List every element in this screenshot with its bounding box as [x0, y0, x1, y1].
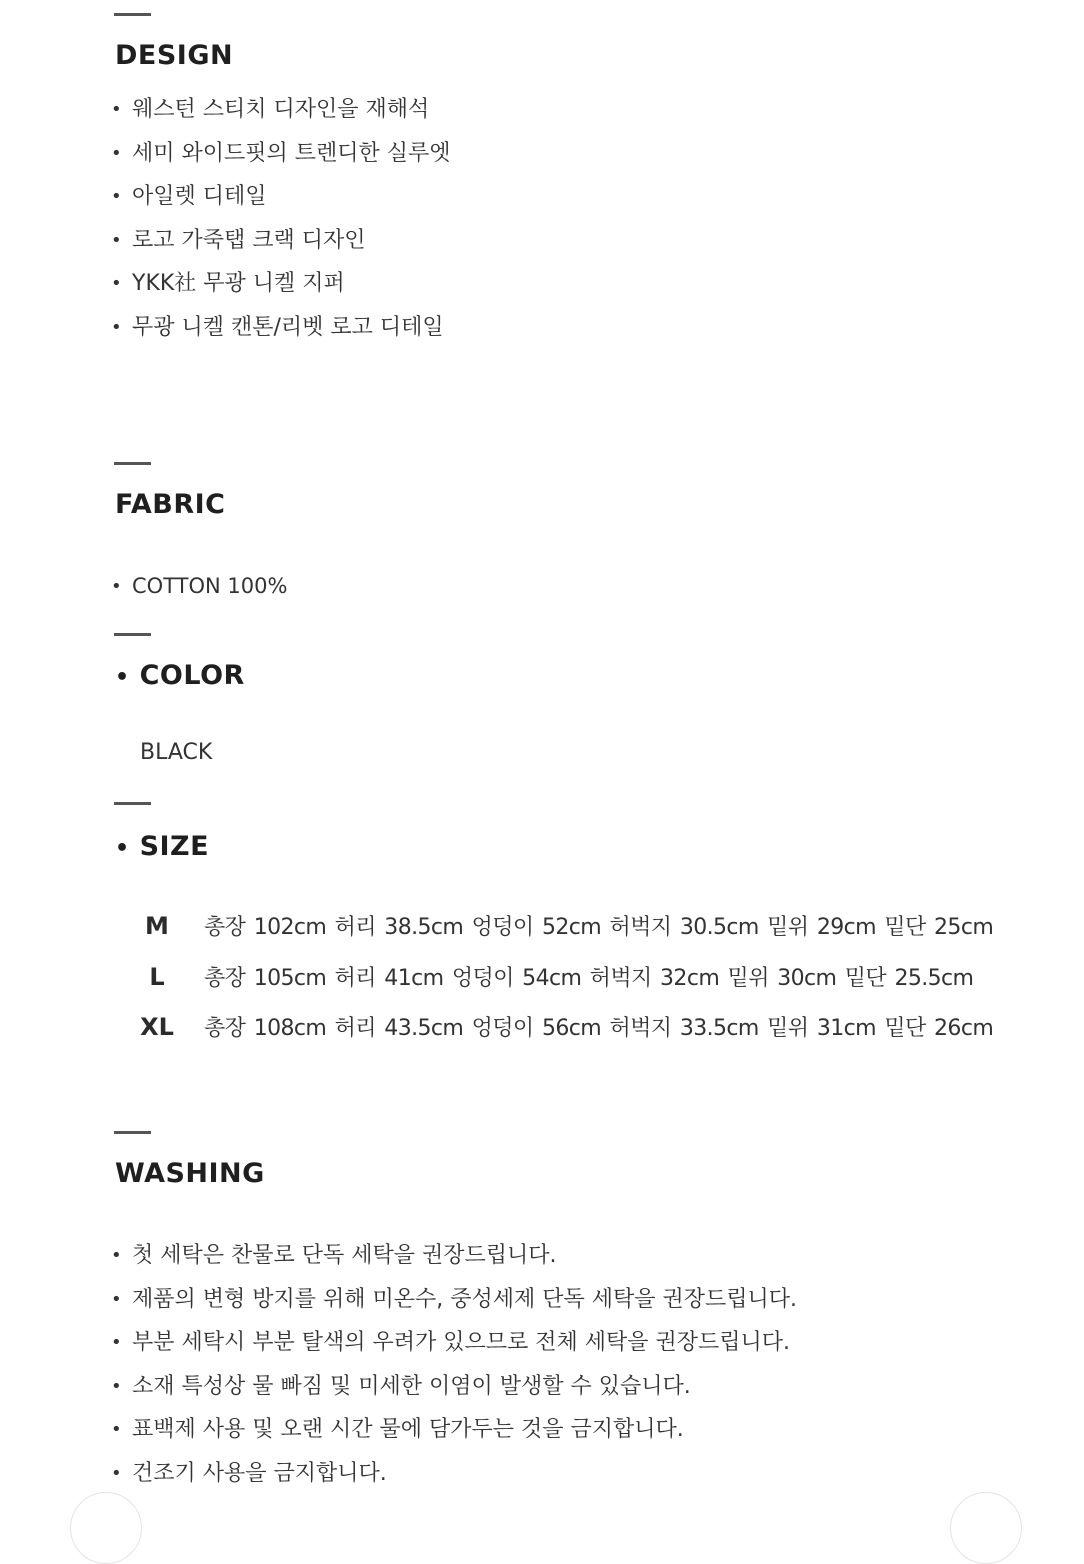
list-item: • YKK社 무광 니켈 지퍼	[111, 262, 451, 306]
list-item: • 제품의 변형 방지를 위해 미온수, 중성세제 단독 세탁을 권장드립니다.	[111, 1278, 797, 1322]
size-label: L	[149, 963, 165, 991]
color-heading-label: COLOR	[139, 660, 245, 691]
section-divider	[114, 462, 151, 465]
size-label: XL	[140, 1013, 174, 1041]
section-divider	[114, 633, 151, 636]
color-heading	[115, 660, 245, 691]
fabric-heading: FABRIC	[115, 489, 226, 520]
section-divider	[114, 802, 151, 805]
list-item: • 무광 니켈 캔톤/리벳 로고 디테일	[111, 306, 451, 350]
washing-heading: WASHING	[115, 1158, 265, 1189]
design-list	[111, 88, 451, 349]
list-item: • 표백제 사용 및 오랜 시간 물에 담가두는 것을 금지합니다.	[111, 1408, 797, 1452]
list-item: • 세미 와이드핏의 트렌디한 실루엣	[111, 132, 451, 176]
size-measurements: 총장 105cm 허리 41cm 엉덩이 54cm 허벅지 32cm 밑위 30cm 밑단 25.5cm	[204, 966, 974, 991]
list-item: • COTTON 100%	[111, 565, 287, 609]
washing-list	[111, 1234, 797, 1495]
fabric-list	[111, 565, 287, 609]
size-measurements: 총장 108cm 허리 43.5cm 엉덩이 56cm 허벅지 33.5cm 밑위 31cm 밑단 26cm	[204, 1016, 994, 1041]
size-row-l	[138, 961, 973, 992]
decorative-circle	[70, 1492, 142, 1564]
section-divider	[114, 1131, 151, 1134]
size-row-m	[138, 910, 993, 941]
size-heading-label: SIZE	[139, 831, 210, 862]
design-heading: DESIGN	[115, 40, 234, 71]
section-divider	[114, 13, 151, 16]
color-value: BLACK	[140, 740, 213, 765]
size-heading	[115, 831, 209, 862]
decorative-circle	[950, 1492, 1022, 1564]
list-item: • 첫 세탁은 찬물로 단독 세탁을 권장드립니다.	[111, 1234, 797, 1278]
list-item: • 소재 특성상 물 빠짐 및 미세한 이염이 발생할 수 있습니다.	[111, 1365, 797, 1409]
list-item: • 아일렛 디테일	[111, 175, 451, 219]
list-item: • 건조기 사용을 금지합니다.	[111, 1452, 797, 1496]
size-label: M	[145, 912, 169, 940]
list-item: • 로고 가죽탭 크랙 디자인	[111, 219, 451, 263]
list-item: • 부분 세탁시 부분 탈색의 우려가 있으므로 전체 세탁을 권장드립니다.	[111, 1321, 797, 1365]
size-measurements: 총장 102cm 허리 38.5cm 엉덩이 52cm 허벅지 30.5cm 밑위 29cm 밑단 25cm	[204, 915, 994, 940]
size-row-xl	[138, 1011, 993, 1042]
list-item: • 웨스턴 스티치 디자인을 재해석	[111, 88, 451, 132]
